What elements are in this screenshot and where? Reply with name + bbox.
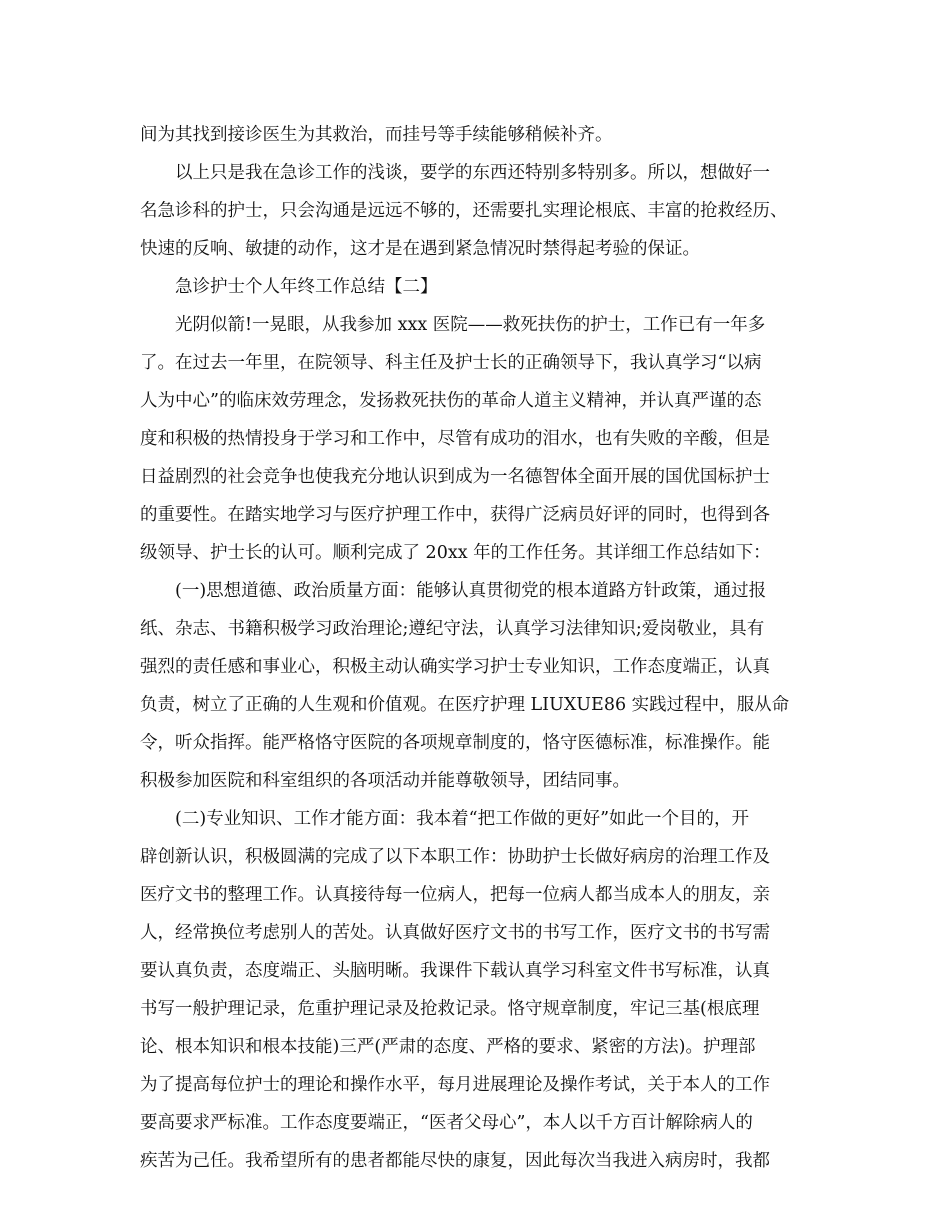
- text-line: 名急诊科的护士，只会沟通是远远不够的，还需要扎实理论根底、丰富的抢救经历、: [140, 201, 788, 221]
- text-line: 光阴似箭!一晃眼，从我参加 xxx 医院——救死扶伤的护士，工作已有一年多: [175, 315, 766, 335]
- text-line: 快速的反响、敏捷的动作，这才是在遇到紧急情况时禁得起考验的保证。: [140, 239, 700, 259]
- text-line: 人，经常换位考虑别人的苦处。认真做好医疗文书的书写工作，医疗文书的书写需: [140, 923, 770, 943]
- text-line: 要认真负责，态度端正、头脑明晰。我课件下载认真学习科室文件书写标准，认真: [140, 961, 770, 981]
- text-line: 医疗文书的整理工作。认真接待每一位病人，把每一位病人都当成本人的朋友，亲: [140, 885, 770, 905]
- text-line: 辟创新认识，积极圆满的完成了以下本职工作：协助护士长做好病房的治理工作及: [140, 847, 770, 867]
- text-line: 论、根本知识和根本技能)三严(严肃的态度、严格的要求、紧密的方法)。护理部: [140, 1037, 756, 1057]
- text-line: 纸、杂志、书籍积极学习政治理论;遵纪守法，认真学习法律知识;爱岗敬业，具有: [140, 619, 765, 639]
- section-heading: 急诊护士个人年终工作总结【二】: [175, 277, 438, 297]
- text-line: 书写一般护理记录，危重护理记录及抢救记录。恪守规章制度，牢记三基(根底理: [140, 999, 760, 1019]
- text-line: 积极参加医院和科室组织的各项活动并能尊敬领导，团结同事。: [140, 771, 630, 791]
- text-line: 令，听众指挥。能严格恪守医院的各项规章制度的，恪守医德标准，标准操作。能: [140, 733, 770, 753]
- text-line: 级领导、护士长的认可。顺利完成了 20xx 年的工作任务。其详细工作总结如下：: [140, 543, 771, 563]
- text-line: 了。在过去一年里，在院领导、科主任及护士长的正确领导下，我认真学习“以病: [140, 353, 762, 373]
- text-line: (二)专业知识、工作才能方面：我本着“把工作做的更好”如此一个目的，开: [175, 809, 750, 829]
- text-line: 负责，树立了正确的人生观和价值观。在医疗护理 LIUXUE86 实践过程中，服从命: [140, 695, 790, 715]
- text-line: 以上只是我在急诊工作的浅谈，要学的东西还特别多特别多。所以，想做好一: [175, 163, 770, 183]
- text-line: 度和积极的热情投身于学习和工作中，尽管有成功的泪水，也有失败的辛酸，但是: [140, 429, 770, 449]
- text-line: 强烈的责任感和事业心，积极主动认确实学习护士专业知识，工作态度端正，认真: [140, 657, 770, 677]
- text-line: 间为其找到接诊医生为其救治，而挂号等手续能够稍候补齐。: [140, 125, 613, 145]
- document-body: [140, 116, 820, 1180]
- text-line: 人为中心”的临床效劳理念，发扬救死扶伤的革命人道主义精神，并认真严谨的态: [140, 391, 762, 411]
- text-line: (一)思想道德、政治质量方面：能够认真贯彻党的根本道路方针政策，通过报: [175, 581, 767, 601]
- text-line: 要高要求严标准。工作态度要端正，“医者父母心”，本人以千方百计解除病人的: [140, 1113, 753, 1133]
- text-line: 的重要性。在踏实地学习与医疗护理工作中，获得广泛病员好评的同时，也得到各: [140, 505, 770, 525]
- text-line: 疾苦为己任。我希望所有的患者都能尽快的康复，因此每次当我进入病房时，我都: [140, 1151, 770, 1171]
- text-line: 为了提高每位护士的理论和操作水平，每月进展理论及操作考试，关于本人的工作: [140, 1075, 770, 1095]
- text-line: 日益剧烈的社会竞争也使我充分地认识到成为一名德智体全面开展的国优国标护士: [140, 467, 770, 487]
